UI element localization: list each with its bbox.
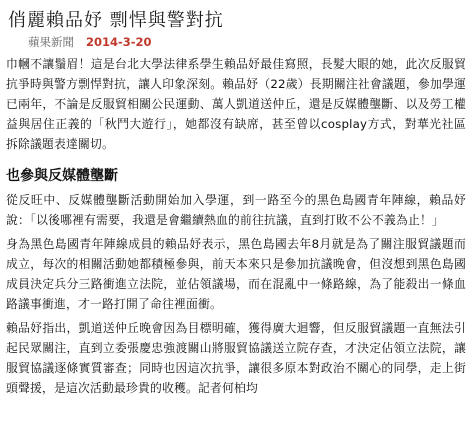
article-paragraph: 從反旺中、反媒體壟斷活動開始加入學運，到一路至今的黑色島國青年陣線，賴品妤說：「以後哪裡有需要，我還是會繼續熱血的前往抗議，直到打敗不公不義為止！」 [6, 193, 466, 227]
article-headline: 俏麗賴品妤 剽悍與警對抗 [8, 10, 224, 31]
article-source: 蘋果新聞 [28, 35, 74, 49]
article-intro: 巾幗不讓鬚眉！這是台北大學法律系學生賴品妤最佳寫照，長髮大眼的她，此次反服貿抗爭時與警方剽悍對抗，讓人印象深刻。賴品妤（22歲）長期關注社會議題，參加學運已兩年，不論是反服貿相關公民運動、萬人凱道送仲丘，還是反媒體壟斷、以及勞工權益與居住正義的「秋鬥大遊行」，她都沒有缺席，甚至曾以cosplay方式，對華光社區拆除議題表達關切。 [6, 57, 466, 151]
article-meta [28, 34, 466, 50]
article-date: 2014-3-20 [86, 35, 152, 49]
article-subheading: 也參與反媒體壟斷 [6, 168, 118, 184]
article-paragraph: 身為黑色島國青年陣線成員的賴品妤表示，黑色島國去年8月就是為了關注服貿議題而成立，每次的相關活動她都積極參與，前天本來只是參加抗議晚會，但沒想到黑色島國成員決定兵分三路衝進立法院，並佔領議場，而在混亂中一條路線，為了能殺出一條血路議事衝進，才一路打開了命往裡面衝。 [6, 237, 466, 311]
article-paragraph: 賴品妤指出，凱道送仲丘晚會因為目標明確，獲得廣大迴響，但反服貿議題一直無法引起民眾關注，直到立委張慶忠強渡關山將服貿協議送立院存查，才決定佔領立法院，讓服貿協議逐條實質審查；同時也因這次抗爭，讓很多原本對政治不關心的同學，走上街頭聲援，是這次活動最珍貴的收穫。記者何柏均 [6, 321, 466, 395]
